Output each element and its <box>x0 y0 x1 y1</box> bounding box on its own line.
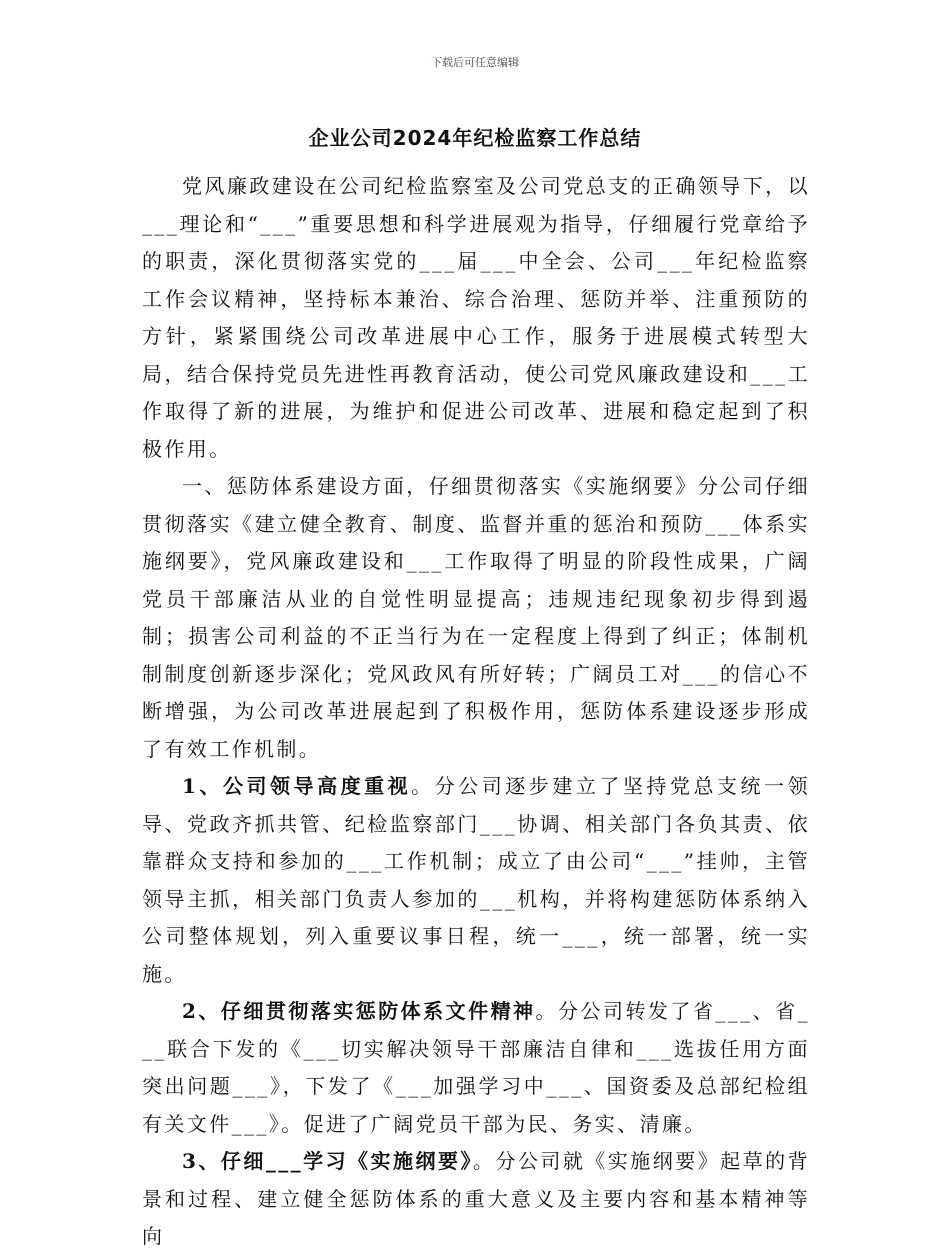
paragraph-item-1 <box>142 768 810 993</box>
paragraph-text: 一、惩防体系建设方面，仔细贯彻落实《实施纲要》分公司仔细贯彻落实《建立健全教育、制度、监督并重的惩治和预防___体系实施纲要》，党风廉政建设和___工作取得了明显的阶段性成果，广阔党员干部廉洁从业的自觉性明显提高；违规违纪现象初步得到遏制；损害公司利益的不正当行为在一定程度上得到了纠正；体制机制制度创新逐步深化；党风政风有所好转；广阔员工对___的信心不断增强，为公司改革进展起到了积极作用，惩防体系建设逐步形成了有效工作机制。 <box>142 474 810 761</box>
paragraph-intro <box>142 168 810 468</box>
paragraph-text: 党风廉政建设在公司纪检监察室及公司党总支的正确领导下，以___理论和“___”重要思想和科学进展观为指导，仔细履行党章给予的职责，深化贯彻落实党的___届___中全会、公司___年纪检监察工作会议精神，坚持标本兼治、综合治理、惩防并举、注重预防的方针，紧紧围绕公司改革进展中心工作，服务于进展模式转型大局，结合保持党员先进性再教育活动，使公司党风廉政建设和___工作取得了新的进展，为维护和促进公司改革、进展和稳定起到了积极作用。 <box>142 174 810 461</box>
paragraph-item-2 <box>142 993 810 1143</box>
paragraph-text: 。分公司就《实施纲要》起草的背景和过程、建立健全惩防体系的重大意义及主要内容和基本精神等向 <box>142 1149 810 1248</box>
item-heading: 1、公司领导高度重视 <box>182 774 412 798</box>
item-heading: 2、仔细贯彻落实惩防体系文件精神 <box>182 999 536 1023</box>
document-body <box>142 168 810 1256</box>
item-heading: 3、仔细___学习《实施纲要》 <box>182 1149 473 1173</box>
paragraph-text: 。分公司逐步建立了坚持党总支统一领导、党政齐抓共管、纪检监察部门___协调、相关部门各负其责、依靠群众支持和参加的___工作机制；成立了由公司“___”挂帅，主管领导主抓，相关部门负责人参加的___机构，并将构建惩防体系纳入公司整体规划，列入重要议事日程，统一___，统一部署，统一实施。 <box>142 774 810 986</box>
paragraph-section-1 <box>142 468 810 768</box>
paragraph-item-3 <box>142 1143 810 1256</box>
paragraph-text: 。分公司转发了省___、省___联合下发的《___切实解决领导干部廉洁自律和___选拔任用方面突出问题___》，下发了《___加强学习中___、国资委及总部纪检组有关文件___》。促进了广阔党员干部为民、务实、清廉。 <box>142 999 810 1136</box>
document-title: 企业公司2024年纪检监察工作总结 <box>308 126 642 150</box>
header-note: 下载后可任意编辑 <box>431 56 519 69</box>
